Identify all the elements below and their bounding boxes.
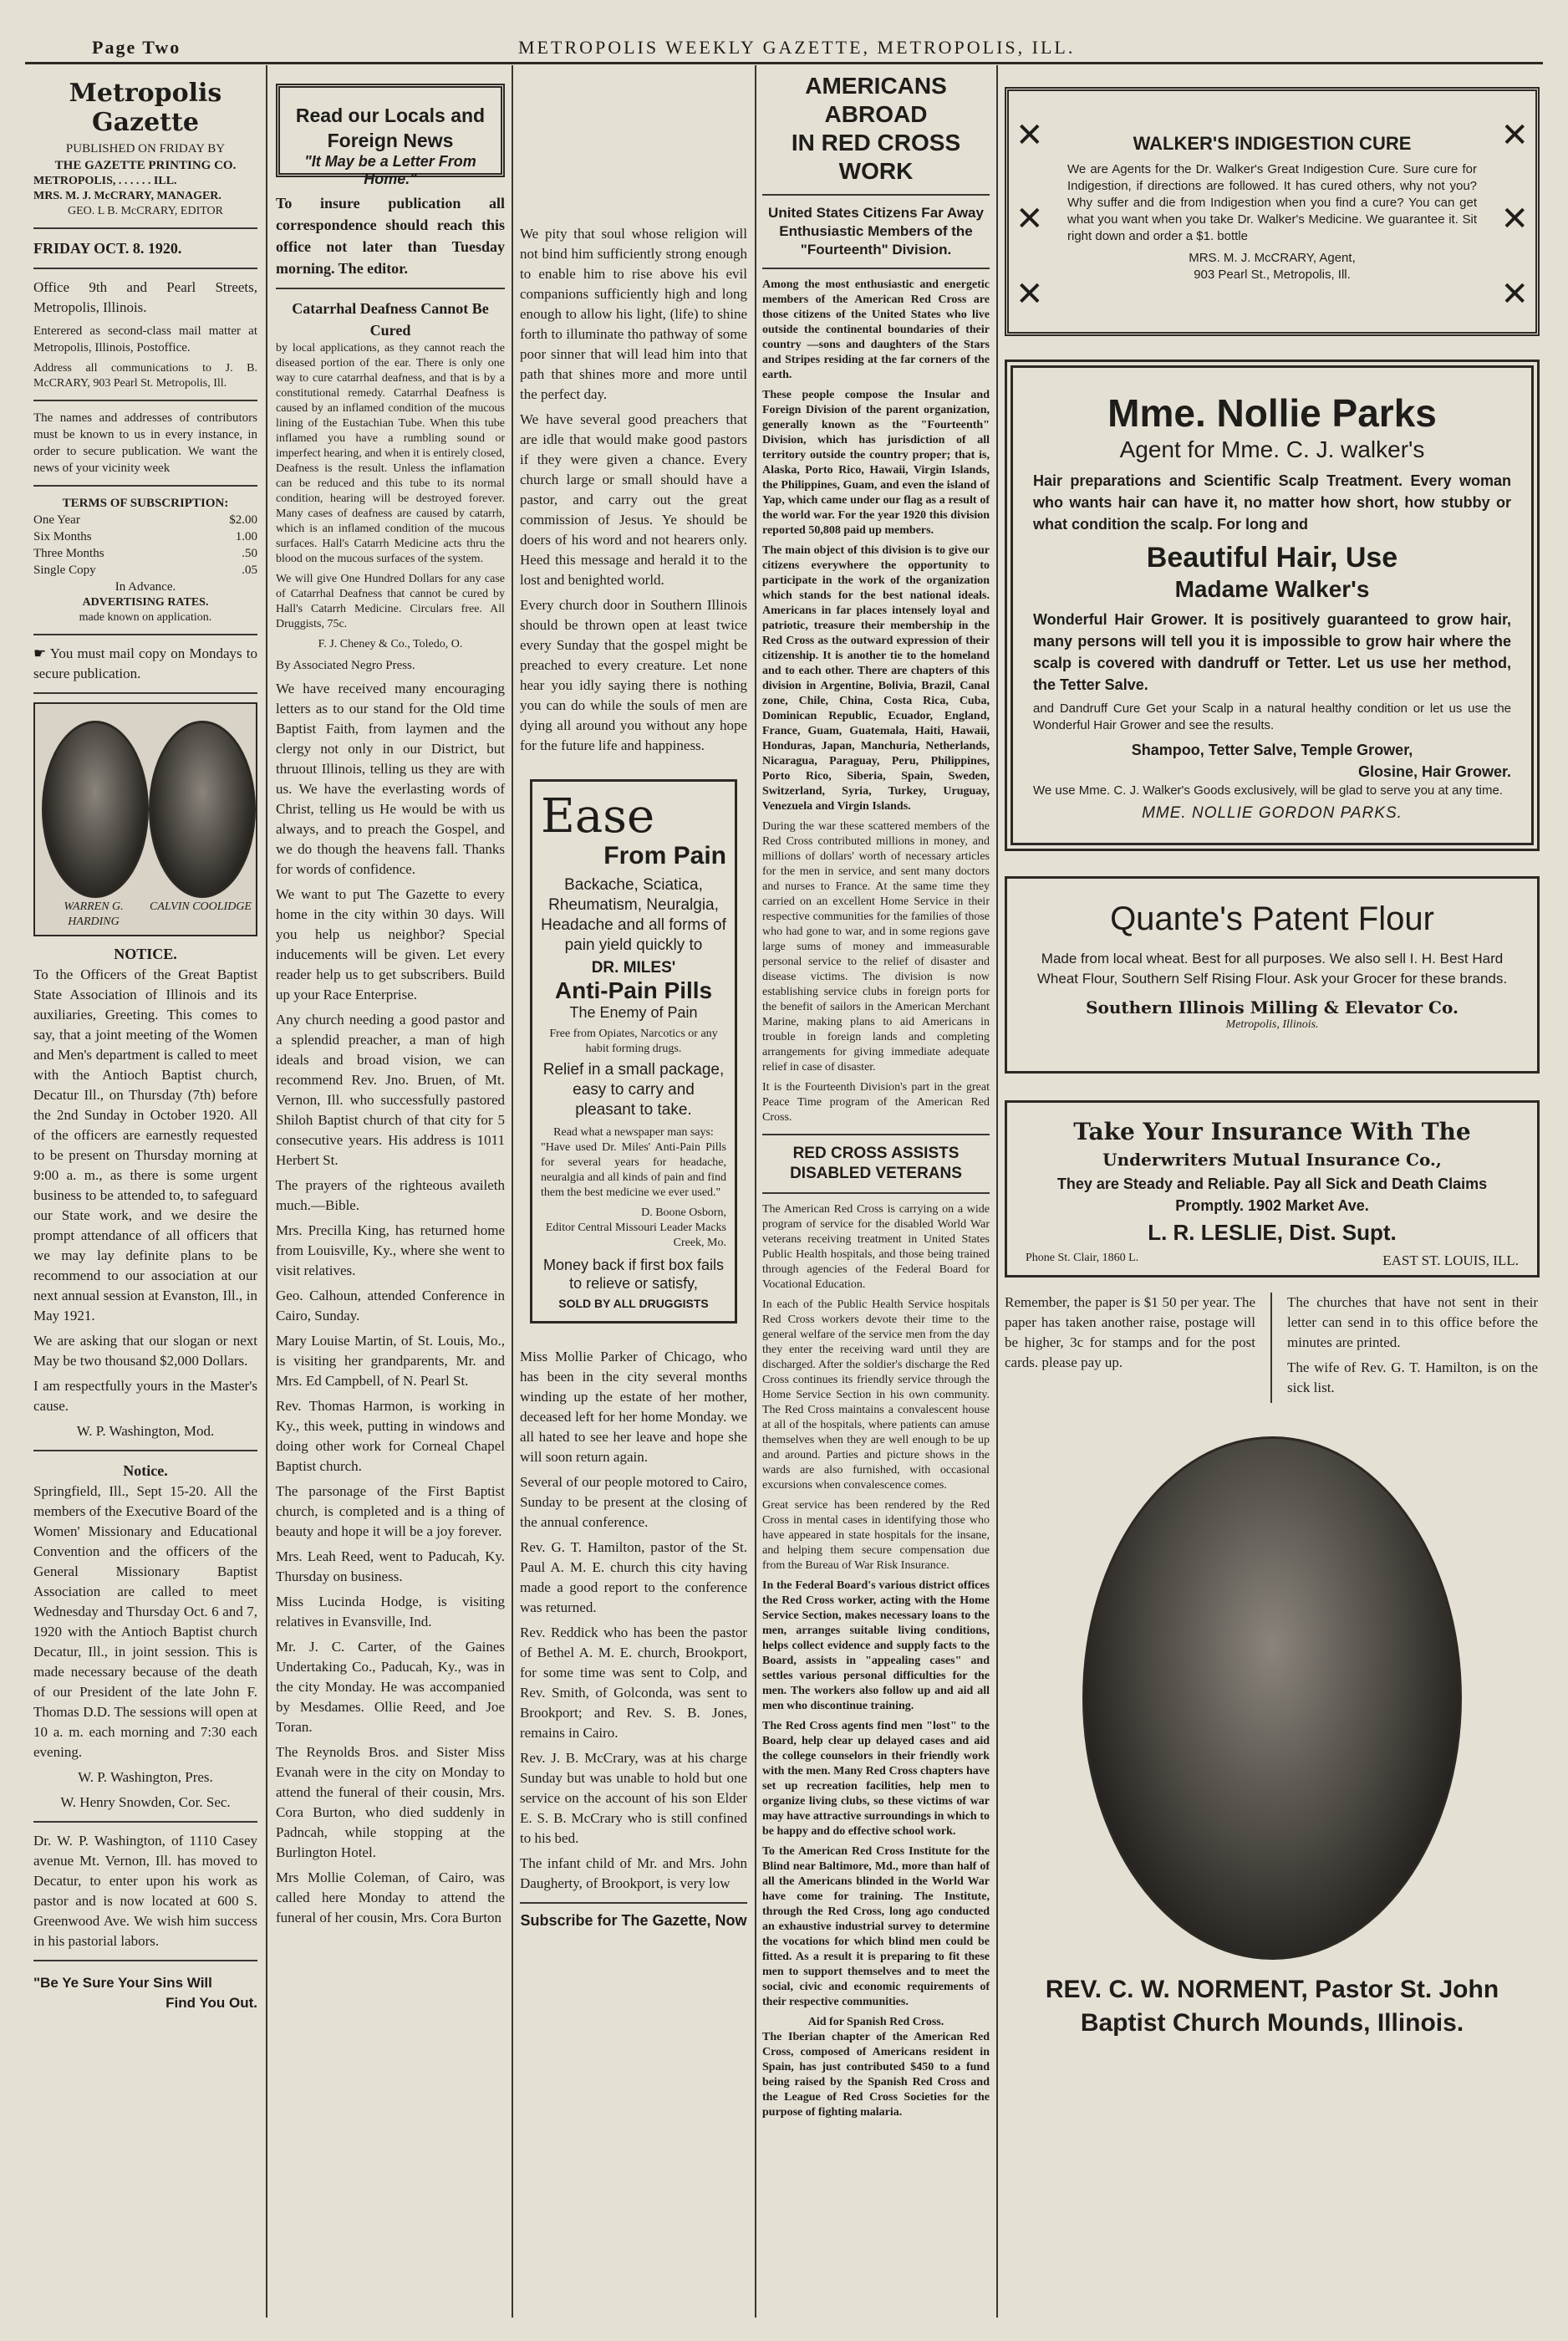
flour-ad	[1005, 876, 1540, 1074]
parks-body: We use Mme. C. J. Walker's Goods exclusively, will be glad to serve you at any time.	[1033, 783, 1503, 798]
local-item: The infant child of Mr. and Mrs. John Daugherty, of Brookport, is very low	[520, 1855, 747, 1891]
ad-list: Backache, Sciatica, Rheumatism, Neuralgia, Headache and all forms of pain yield quickly to	[541, 876, 726, 954]
border-x-icon: ✕	[1500, 200, 1529, 238]
flour-company: Southern Illinois Milling & Elevator Co.	[1086, 997, 1459, 1017]
divider	[762, 268, 990, 269]
footer-quote: "Be Ye Sure Your Sins Will	[33, 1975, 212, 1991]
address-note: Address all communications to J. B. McCRARY, 903 Pearl St. Metropolis, Ill.	[33, 362, 257, 390]
ad-quote-sign: D. Boone Osborn,	[641, 1206, 726, 1219]
contributors-note: The names and addresses of contributors must be known to us in every instance, in order to secure publication. We want the news of your vicinity week	[33, 411, 257, 475]
coolidge-caption: CALVIN COOLIDGE	[150, 900, 252, 913]
local-item: Rev. J. B. McCrary, was at his charge Sunday but was unable to hold but one service on the account of his son Elder E. S. B. McCrary who is still confined to his bed.	[520, 1750, 747, 1846]
border-x-icon: ✕	[1016, 275, 1044, 314]
catarrh-signature: F. J. Cheney & Co., Toledo, O.	[318, 638, 463, 650]
church-notes	[1287, 1293, 1538, 1403]
parks-madame: Madame Walker's	[1174, 576, 1370, 602]
aid-body: The Iberian chapter of the American Red Cross, composed of Americans resident in Spain, has just contributed $450 to a fund being raised by the Spanish Red Cross and the League of Red Cross Societies for the purpose of fighting malaria.	[762, 2031, 990, 2119]
article-paragraph: The American Red Cross is carrying on a wide program of service for the disabled World War veterans receiving treatment in United States Public Health hospitals, and those being trained through agencies of the Federal Board for Vocational Education.	[762, 1203, 990, 1291]
ad-enemy: The Enemy of Pain	[569, 1004, 698, 1021]
ad-product: Anti-Pain Pills	[554, 977, 713, 1003]
red-cross-headline: AMERICANS ABROAD	[805, 73, 947, 127]
aid-title: Aid for Spanish Red Cross.	[807, 2016, 944, 2028]
pity-item: We pity that soul whose religion will not bind him sufficiently strong enough to enable him to rise above his evil companions sufficiently high and long enough to allow his light, (life) to shine forth to illuminate tho pathway of some poor sinner that will lead him into that path that shines more and more until the perfect day.	[520, 226, 747, 402]
parks-signature: MME. NOLLIE GORDON PARKS.	[1142, 804, 1403, 822]
local-item: The parsonage of the First Baptist church, is completed and is a thing of beauty and hope it will be a joy forever.	[276, 1483, 505, 1539]
candidates-photo-panel	[33, 702, 257, 936]
article-paragraph: Great service has been rendered by the Red Cross in mental cases in identifying those who have appeared in state hospitals for the insane, and helping them secure compensation due from the Bureau of War Risk Insurance.	[762, 1499, 990, 1572]
entered-note: Enterered as second-class mail matter at Metropolis, Illinois, Postoffice.	[33, 324, 257, 354]
local-item: Mrs Mollie Coleman, of Cairo, was called here Monday to attend the funeral of her cousin, Mrs. Cora Burton	[276, 1869, 505, 1925]
advance-note: In Advance.	[115, 580, 176, 594]
catarrh-body: by local applications, as they cannot reach the diseased portion of the ear. There is only one way to cure catarrhal deafness, and that is by a constitutional remedy. Catarrhal Deafness is caused by an inflamed condition of the mucous lining of the Eustachian Tube. When this tube inflamed you have a rumbling sound or imperfect hearing, and when it is entirely closed, Deafness is the result. Unless the inflamation can be reduced and this tube to its normal condition, hearing will be destroyed forever. Many cases of deafness are caused by catarrh, which is an inflamed condition of the mucous surfaces. Hall's Catarrh Medicine acts thru the blood on the mucous surfaces of the system.	[276, 342, 505, 565]
local-item: Mrs. Precilla King, has returned home from Louisville, Ky., where she went to visit relatives.	[276, 1222, 505, 1278]
local-item: Rev. Thomas Harmon, is working in Ky., this week, putting in windows and doing other work for Corneal Chapel Baptist church.	[276, 1398, 505, 1474]
red-cross-headline: IN RED CROSS WORK	[791, 130, 961, 184]
article-paragraph: It is the Fourteenth Division's part in the great Peace Time program of the American Red Cross.	[762, 1081, 990, 1124]
notice-body: To the Officers of the Great Baptist State Association of Illinois and its auxiliaries, Greeting. This comes to say, that a joint meeting of the Women and Men's department is called to meet with the Antioch Baptist church, Decatur Ill., on Thursday (7th) before the 2nd Sunday in October 1920. All of the officers are earnestly requested to be present on Thursday morning at 9:00 a. m., as there is some urgent business to be attended to, to safeguard our State work, and we desire the prompt attendance of all officers that we may lay definite plans to be recommend to our association at our next annual session at Evanston, Ill., in May 1921.	[33, 966, 257, 1324]
divider	[520, 1902, 747, 1904]
insurance-city: EAST ST. LOUIS, ILL.	[1382, 1252, 1519, 1268]
column-rule	[266, 65, 267, 2318]
flour-title: Quante's Patent Flour	[1110, 900, 1434, 937]
column-5	[1005, 65, 1540, 2040]
ad-from-pain: From Pain	[603, 842, 726, 870]
insurance-phone: Phone St. Clair, 1860 L.	[1026, 1252, 1139, 1264]
ad-read: Read what a newspaper man says:	[553, 1126, 714, 1139]
article-paragraph: In each of the Public Health Service hospitals Red Cross workers devote their time to the general welfare of the service men from the day they enter the receiving ward until they are discharged. After the soldier's discharge the Red Cross continues its friendly service through the Home Service Section in his own community. The Red Cross maintains a convalescent house at all of the hospitals, where patients can amuse themselves when they are well enough to be up and around. Parties and picture shows in the wards are also furnished, with occasional excursions when convalescence comes.	[762, 1298, 990, 1492]
gazette-item: We want to put The Gazette to every home in the city within 30 days. Will you help us neighbor? Special inducements will be given. Let every reader help us to get subscribers. Build up your Race Enterprise.	[276, 886, 505, 1002]
churches-note: The churches that have not sent in their letter can send in to this office before the minutes are printed.	[1287, 1294, 1538, 1350]
veterans-headline: RED CROSS ASSISTS DISABLED VETERANS	[790, 1145, 962, 1182]
insurance-body: They are Steady and Reliable. Pay all Sick and Death Claims Promptly. 1902 Market Ave.	[1056, 1176, 1488, 1214]
border-x-icon: ✕	[1500, 116, 1529, 155]
local-item: Rev. Reddick who has been the pastor of Bethel A. M. E. church, Brookport, for some time was sent to Colp, and Rev. Smith, of Golconda, was sent to Brookport; and Rev. S. B. Jones, remains in Cairo.	[520, 1624, 747, 1741]
local-item: Mary Louise Martin, of St. Louis, Mo., is visiting her grandparents, Mr. and Mrs. Ed Campbell, of N. Pearl St.	[276, 1333, 505, 1389]
notice-close: I am respectfully yours in the Master's cause.	[33, 1378, 257, 1414]
harding-portrait	[42, 721, 149, 898]
page-header	[0, 0, 1568, 59]
terms-title: TERMS OF SUBSCRIPTION:	[62, 497, 229, 510]
office-address: Office 9th and Pearl Streets, Metropolis, Illinois.	[33, 279, 257, 315]
publisher-line: PUBLISHED ON FRIDAY BY	[65, 142, 226, 156]
article-paragraph: These people compose the Insular and Foreign Division of the parent organization, generally known as the "Fourteenth" Division, which has jurisdiction of all territory outside the country proper; that is, Alaska, Porto Rico, Hawaii, Virgin Islands, the Philippines, Guam, and even the island of Yap, which came under our flag as a result of the world war. For the year 1920 this division reported 50,808 paid up members.	[762, 389, 990, 537]
gazette-title: Metropolis Gazette	[69, 79, 222, 137]
walker-body: We are Agents for the Dr. Walker's Great Indigestion Cure. Sure cure for Indigestion, if directions are followed. It has cured others, why not you? Why suffer and die from Indigestion when you find a cure? You can get what you want when you take Dr. Walker's Medicine. We guarantee it. Sit right down and order a $1. bottle	[1067, 162, 1477, 243]
nollie-parks-ad	[1005, 360, 1540, 851]
ad-quote: "Have used Dr. Miles' Anti-Pain Pills for several years for headache, neuralgia and all kinds of pain and find them the best medicine we ever used."	[541, 1141, 726, 1199]
ad-relief: Relief in a small package, easy to carry and pleasant to take.	[542, 1061, 725, 1119]
locals-subtitle: "It May be a Letter From Home."	[304, 153, 476, 187]
walker-agent: MRS. M. J. McCRARY, Agent,	[1189, 251, 1356, 265]
advertising-rates: ADVERTISING RATES.	[82, 596, 209, 609]
divider	[33, 400, 257, 401]
associated-press: By Associated Negro Press.	[276, 659, 415, 672]
insure-note: To insure publication all correspondence should reach this office not later than Tuesday morning. The editor.	[276, 195, 505, 277]
catarrh-offer: We will give One Hundred Dollars for any case of Catarrhal Deafness that cannot be cured by Hall's Catarrh Medicine. Circulars free. All Druggists, 75c.	[276, 573, 505, 630]
column-rule	[512, 65, 513, 2318]
border-x-icon: ✕	[1500, 275, 1529, 314]
catarrh-title: Catarrhal Deafness Cannot Be Cured	[292, 300, 489, 339]
article-paragraph: To the American Red Cross Institute for the Blind near Baltimore, Md., more than half of all the Americans blinded in the World War have come for training. The Institute, through the Red Cross, long ago conducted an exhaustive industrial survey to determine the vocations for which blind men could be fitted. As a result it is preparing to fit these men to support themselves and to meet the social, civic and economic requirements of their respective communities.	[762, 1845, 990, 2008]
masthead: METROPOLIS WEEKLY GAZETTE, METROPOLIS, ILL.	[518, 37, 1076, 58]
red-cross-subhead: United States Citizens Far Away Enthusiastic Members of the "Fourteenth" Division.	[768, 205, 984, 258]
border-x-icon: ✕	[1016, 116, 1044, 155]
insurance-ad	[1005, 1100, 1540, 1278]
advertising-rates-sub: made known on application.	[79, 611, 212, 624]
column-rule	[1270, 1293, 1272, 1403]
prayers-item: The prayers of the righteous availeth much.—Bible.	[276, 1177, 505, 1213]
mail-copy-note: ☛ You must mail copy on Mondays to secure publication.	[33, 645, 257, 681]
notice2-signature: W. Henry Snowden, Cor. Sec.	[60, 1794, 231, 1810]
publisher-line: GEO. L B. McCRARY, EDITOR	[67, 205, 224, 217]
ad-sold: SOLD BY ALL DRUGGISTS	[558, 1297, 709, 1310]
church-door-item: Every church door in Southern Illinois should be thrown open at least twice every Sunday that the gospel might be preached to every creature. Let none hear you idly saying there is nothing you can do while the souls of men are dying all around you without any hope for the future life and happiness.	[520, 597, 747, 753]
ad-brand: DR. MILES'	[591, 959, 676, 977]
notices-row	[1005, 1293, 1540, 1403]
divider	[276, 288, 505, 289]
notice2-signature: W. P. Washington, Pres.	[78, 1769, 213, 1785]
parks-beautiful-hair: Beautiful Hair, Use	[1146, 542, 1398, 574]
ad-free: Free from Opiates, Narcotics or any habit forming drugs.	[549, 1028, 718, 1055]
divider	[33, 1821, 257, 1823]
publisher-line: MRS. M. J. McCRARY, MANAGER.	[33, 190, 221, 202]
column-rule	[996, 65, 998, 2318]
parks-glosine: Glosine, Hair Grower.	[1357, 763, 1511, 780]
parks-agent: Agent for Mme. C. J. walker's	[1119, 436, 1425, 462]
local-item: The Reynolds Bros. and Sister Miss Evanah were in the city on Monday to attend the funeral of their cousin, Mrs. Cora Burton, who died suddenly in Padncah, while stopping at the Burlington Hotel.	[276, 1744, 505, 1860]
coolidge-portrait	[149, 721, 256, 898]
local-item: Mr. J. C. Carter, of the Gaines Undertaking Co., Paducah, Ky., was in the city Monday. He was accompanied by Mesdames. Ollie Reed, and Joe Toran.	[276, 1639, 505, 1735]
parks-title: Mme. Nollie Parks	[1107, 391, 1437, 435]
divider	[33, 692, 257, 694]
subscribe-banner: Subscribe for The Gazette, Now	[520, 1912, 747, 1929]
divider	[33, 485, 257, 487]
local-item: Several of our people motored to Cairo, Sunday to be present at the closing of the annual conference.	[520, 1474, 747, 1530]
local-item: Mrs. Leah Reed, went to Paducah, Ky. Thursday on business.	[276, 1548, 505, 1584]
locals-title: Read our Locals and Foreign News	[295, 105, 486, 151]
publisher-line: METROPOLIS, . . . . . . ILL.	[33, 175, 177, 187]
header-rule	[25, 62, 1543, 64]
baptist-item: We have received many encouraging letters as to our stand for the Old time Baptist Faith, from laymen and the clergy not only in our District, but thruout Illinois, telling us they are with us. We have the everlasting words of Christ, telling us He would be with us always, and to preach the Gospel, and we do though the heavens fall. Thanks for words of confidence.	[276, 681, 505, 877]
article-paragraph: The main object of this division is to give our citizens everywhere the opportunity to participate in the work of the organization which stands for the best national ideals. Americans in far places intensely loyal and patriotic, treasure their membership in the Red Cross as the outward expression of their citizenship. It is another tie to the homeland and to each other. There are chapters of this division in Argentine, Bolivia, Brazil, Canal zone, Chile, China, Costa Rica, Cuba, Dominican Republic, Ecuador, England, France, Guam, Guatemala, Haiti, Hawaii, Honduras, Japan, Manchuria, Netherlands, Nicaragua, Paraguay, Peru, Philippines, Porto Rico, Siberia, Spain, Sweden, Switzerland, Syria, Turkey, Uruguay, Venezuela and Virgin Islands.	[762, 544, 990, 813]
article-paragraph: During the war these scattered members of the Red Cross contributed millions in money, and millions of dollars' worth of necessary articles for the men in service, and sent many doctors and nurses to France. At the same time they carried on an excellent Home Service in their respective communities for the families of those who had gone to war, and in some regions gave large sums of money and immeasurable personal service to the relief of disaster and disease victims. The division is now establishing service clubs in foreign ports for the benefit of sailors in the American Merchant Marine, making plans to aid Americans in trouble in foreign lands and completing arrangements for giving immediate adequate relief in case of disaster.	[762, 820, 990, 1074]
ad-ease: Ease	[541, 789, 655, 844]
parks-body: Hair preparations and Scientific Scalp Treatment. Every woman who wants hair can have it, no matter how short, how stubby or what condition the scalp. For long and	[1033, 472, 1511, 533]
parks-products: Shampoo, Tetter Salve, Temple Grower,	[1131, 742, 1413, 758]
norment-portrait	[1082, 1436, 1462, 1960]
preachers-item: We have several good preachers that are idle that would make good pastors if they were given a chance. Every church large or small should have a pastor, and carry out the great commission of Jesus. Ye should be doers of his word and not hearers only. Heed this message and herald it to the lost and benighted world.	[520, 411, 747, 588]
insurance-footer	[1026, 1251, 1519, 1271]
locals-box	[276, 84, 505, 187]
footer-quote: Find You Out.	[165, 1995, 257, 2011]
portrait-caption: REV. C. W. NORMENT, Pastor St. John	[1045, 1976, 1499, 2003]
notice2-title: Notice.	[123, 1462, 168, 1479]
walker-address: 903 Pearl St., Metropolis, Ill.	[1194, 268, 1351, 282]
divider	[33, 1960, 257, 1961]
wife-note: The wife of Rev. G. T. Hamilton, is on the sick list.	[1287, 1359, 1538, 1395]
column-2	[276, 65, 505, 1933]
terms-row: Three Months .50	[33, 547, 257, 560]
divider	[33, 1450, 257, 1451]
notice2-body: Springfield, Ill., Sept 15-20. All the members of the Executive Board of the Women' Missionary and Educational Convention and the officers of the General Missionary Baptist Association are called to meet Wednesday and Thursday Oct. 6 and 7, 1920 with the Antioch Baptist church Decatur, Ill., in joint session. This is made necessary because of the death of our President of the late John F. Thomas D.D. The sessions will open at 10 a. m. each morning and 7:30 each evening.	[33, 1483, 257, 1760]
article-paragraph: In the Federal Board's various district offices the Red Cross worker, acting with the Home Service Section, makes necessary loans to the men, arranges suitable living conditions, helps collect evidence and supply facts to the Board, assists in "appealing cases" and settles various personal difficulties for the men. The workers also follow up and aid all men who discontinue training.	[762, 1579, 990, 1712]
local-item: Miss Lucinda Hodge, is visiting relatives in Evansville, Ind.	[276, 1594, 505, 1630]
ad-quote-sign2: Editor Central Missouri Leader Macks Creek, Mo.	[545, 1222, 726, 1249]
column-rule	[755, 65, 756, 2318]
article-paragraph: The Red Cross agents find men "lost" to the Board, help clear up delayed cases and aid the college counselors in their friendly work with the men. Many Red Cross chapters have set up recreation facilities, help men to organize living clubs, so these victims of war may have attractive surroundings in which to be happy and do effective school work.	[762, 1720, 990, 1838]
column-4	[762, 65, 990, 2125]
flour-city: Metropolis, Illinois.	[1225, 1018, 1319, 1031]
column-3	[520, 65, 747, 1930]
insurance-title: Take Your Insurance With The	[1073, 1118, 1471, 1145]
local-item: Geo. Calhoun, attended Conference in Cairo, Sunday.	[276, 1288, 505, 1324]
border-x-icon: ✕	[1016, 200, 1044, 238]
walker-indigestion-ad	[1005, 87, 1540, 336]
portrait-caption: Baptist Church Mounds, Illinois.	[1080, 2009, 1464, 2037]
washington-item: Dr. W. P. Washington, of 1110 Casey avenue Mt. Vernon, Ill. has moved to Decatur, to enter upon his work as pastor and is now located at 600 S. Greenwood Ave. We wish him success in his pastorial labors.	[33, 1833, 257, 1949]
insurance-agent: L. R. LESLIE, Dist. Supt.	[1148, 1220, 1397, 1245]
divider	[33, 268, 257, 269]
ad-money: Money back if first box fails to relieve or satisfy,	[542, 1257, 725, 1292]
divider	[762, 1134, 990, 1135]
notice-title: NOTICE.	[114, 946, 177, 962]
parks-body: Wonderful Hair Grower. It is positively guaranteed to grow hair, many persons will tell you it is impossible to grow hair where the scalp is covered with dandruff or Tetter. Let us use her method, the Tetter Salve.	[1033, 611, 1511, 693]
insurance-company: Underwriters Mutual Insurance Co.,	[1102, 1150, 1442, 1170]
notice-slogan: We are asking that our slogan or next May be two thousand $2,000 Dollars.	[33, 1333, 257, 1369]
issue-date: FRIDAY OCT. 8. 1920.	[33, 240, 182, 257]
pointing-hand-icon: ☛	[33, 645, 50, 661]
local-item: Miss Mollie Parker of Chicago, who has been in the city several months winding up the estate of her mother, deceased left for her home Monday. we all hated to see her leave and hope she will soon return again.	[520, 1349, 747, 1465]
remember-note: Remember, the paper is $1 50 per year. The paper has taken another raise, postage will be higher, 3c for stamps and for the post cards. please pay up.	[1005, 1294, 1255, 1370]
local-item: Rev. G. T. Hamilton, pastor of the St. Paul A. M. E. church this city having made a good report to the conference was returned.	[520, 1539, 747, 1615]
parks-body: and Dandruff Cure Get your Scalp in a natural healthy condition or let us use the Wonderful Hair Grower and see the results.	[1033, 701, 1511, 732]
divider	[762, 1192, 990, 1194]
walker-title: WALKER'S INDIGESTION CURE	[1133, 133, 1412, 154]
divider	[762, 194, 990, 196]
terms-row: Single Copy .05	[33, 564, 257, 577]
article-paragraph: Among the most enthusiastic and energetic members of the American Red Cross are those citizens of the United States who live outside the continental boundaries of their country —sons and daughters of the Stars and Stripes residing at the far corners of the earth.	[762, 278, 990, 381]
harding-caption: WARREN G. HARDING	[64, 900, 124, 928]
column-1	[33, 65, 257, 2013]
flour-body: Made from local wheat. Best for all purposes. We also sell I. H. Best Hard Wheat Flour, Southern Self Rising Flour. Ask your Grocer for these brands.	[1036, 951, 1508, 987]
terms-row: One Year $2.00	[33, 513, 257, 527]
anti-pain-pills-ad	[530, 779, 737, 1324]
page-number: Page Two	[92, 37, 181, 58]
preacher-item: Any church needing a good pastor and a splendid preacher, a man of high ideals and broad vision, we can recommend Rev. Jno. Bruen, of Mt. Vernon, Ill. who successfully pastored Shiloh Baptist church of that city for 5 consecutive years. His address is 1011 Herbert St.	[276, 1012, 505, 1168]
divider	[33, 227, 257, 229]
divider	[33, 634, 257, 635]
publisher-line: THE GAZETTE PRINTING CO.	[54, 159, 237, 172]
terms-row: Six Months 1.00	[33, 530, 257, 543]
notice-signature: W. P. Washington, Mod.	[76, 1423, 215, 1439]
